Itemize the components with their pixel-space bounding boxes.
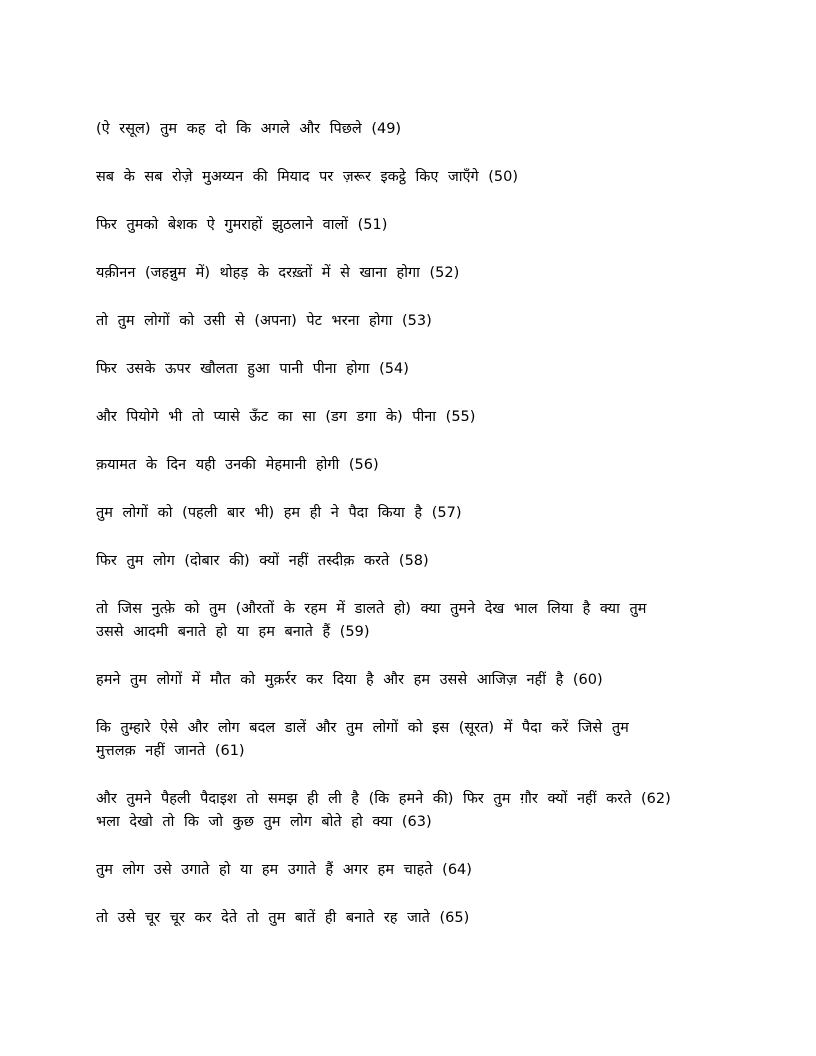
verse-59 [96,598,716,644]
verse-58 [96,550,716,573]
verse-49 [96,118,716,141]
verse-55 [96,406,716,429]
verse-56 [96,454,716,477]
verse-line: तो उसे चूर चूर कर देते तो तुम बातें ही बनाते रह जाते (65) [96,910,470,926]
verse-line: यक़ीनन (जहन्नुम में) थोहड़ के दरख़्तों में से खाना होगा (52) [96,265,460,281]
verse-line: और पियोगे भी तो प्यासे ऊँट का सा (डग डगा के) पीना (55) [96,409,476,425]
verse-line: उससे आदमी बनाते हो या हम बनाते हैं (59) [96,624,370,640]
verse-61 [96,717,716,763]
verse-line: मुत्तलक़ नहीं जानते (61) [96,743,245,759]
verse-60 [96,669,716,692]
verse-53 [96,310,716,333]
verse-line: तो तुम लोगों को उसी से (अपना) पेट भरना होगा (53) [96,313,432,329]
verse-line: तुम लोग उसे उगाते हो या हम उगाते हैं अगर हम चाहते (64) [96,862,472,878]
verse-line: तुम लोगों को (पहली बार भी) हम ही ने पैदा किया है (57) [96,505,462,521]
verse-line: फिर तुमको बेशक ऐ गुमराहों झुठलाने वालों (51) [96,217,388,233]
verse-65 [96,907,716,930]
verse-51 [96,214,716,237]
verse-57 [96,502,716,525]
verse-64 [96,859,716,882]
verse-line: भला देखो तो कि जो कुछ तुम लोग बोते हो क्या (63) [96,814,432,830]
verse-line: और तुमने पैहली पैदाइश तो समझ ही ली है (कि हमने की) फिर तुम ग़ौर क्यों नहीं करते (62) [96,791,671,807]
verse-line: सब के सब रोज़े मुअय्यन की मियाद पर ज़रूर इकट्ठे किए जाएँगे (50) [96,169,519,185]
verse-line: फिर तुम लोग (दोबार की) क्यों नहीं तस्दीक़ करते (58) [96,553,429,569]
verse-line: क़यामत के दिन यही उनकी मेहमानी होगी (56) [96,457,379,473]
verse-list [96,118,716,955]
verse-62-63 [96,788,716,834]
verse-54 [96,358,716,381]
verse-line: हमने तुम लोगों में मौत को मुक़र्रर कर दिया है और हम उससे आजिज़ नहीं है (60) [96,672,603,688]
verse-line: कि तुम्हारे ऐसे और लोग बदल डालें और तुम लोगों को इस (सूरत) में पैदा करें जिसे तुम [96,720,629,736]
verse-50 [96,166,716,189]
verse-52 [96,262,716,285]
verse-line: फिर उसके ऊपर खौलता हुआ पानी पीना होगा (54) [96,361,409,377]
verse-line: (ऐ रसूल) तुम कह दो कि अगले और पिछले (49) [96,121,402,137]
verse-line: तो जिस नुत्फ़े को तुम (औरतों के रहम में डालते हो) क्या तुमने देख भाल लिया है क्या तुम [96,601,647,617]
